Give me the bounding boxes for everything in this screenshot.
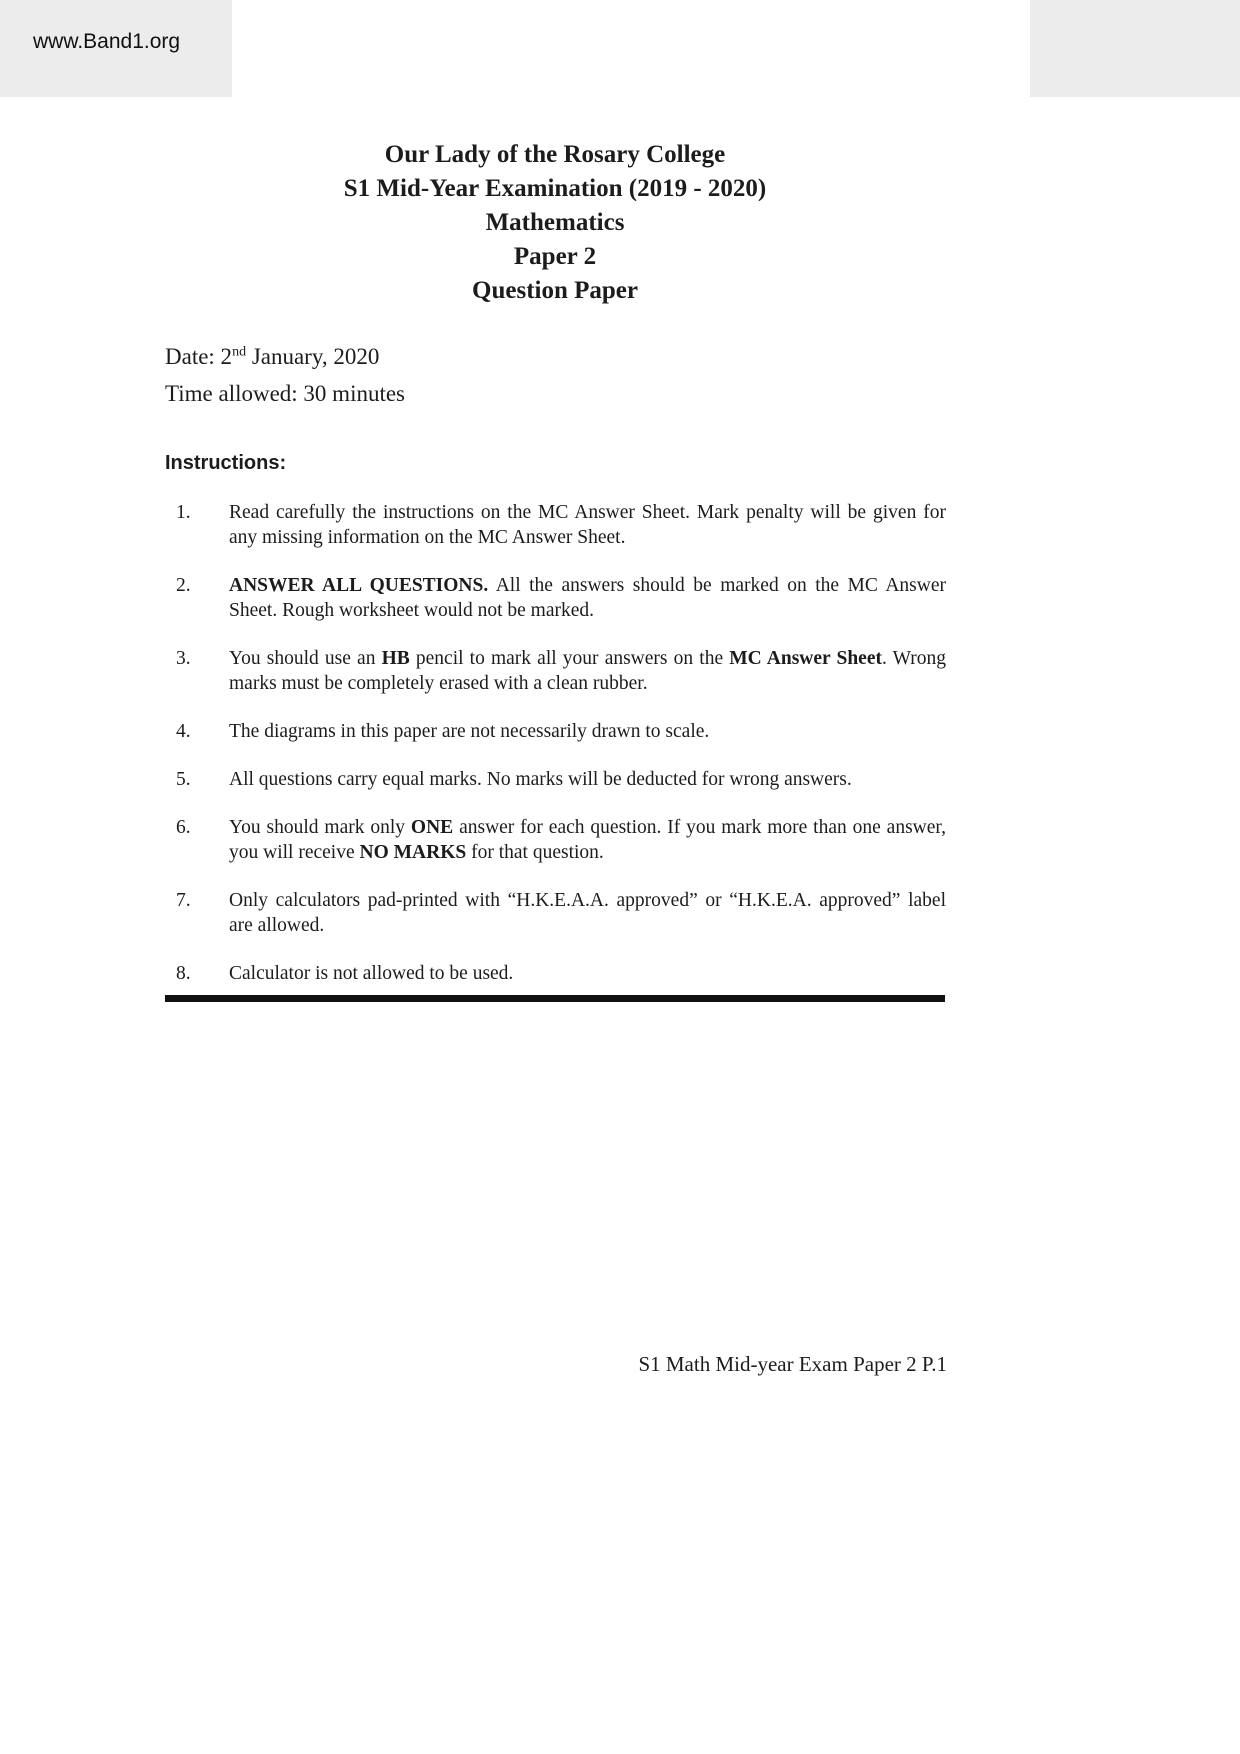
instruction-text: You should use an HB pencil to mark all your answers on the MC Answer Sheet. Wrong marks must be completely erased with a clean rubber. — [229, 648, 946, 694]
paper-number: Paper 2 — [513, 243, 597, 270]
instruction-number: 3. — [176, 648, 191, 669]
instruction-item — [176, 500, 946, 550]
time-allowed: Time allowed: 30 minutes — [165, 381, 406, 406]
paper-type: Question Paper — [472, 277, 638, 304]
instructions-list — [176, 500, 946, 1009]
page-footer: S1 Math Mid-year Exam Paper 2 P.1 — [638, 1352, 947, 1376]
instruction-number: 4. — [176, 721, 191, 742]
instruction-item — [176, 719, 946, 744]
watermark-text: www.Band1.org — [33, 30, 181, 53]
instruction-text: Read carefully the instructions on the MC Answer Sheet. Mark penalty will be given for any missing information on the MC Answer Sheet. — [229, 502, 946, 548]
subject-name: Mathematics — [485, 209, 625, 236]
instruction-number: 8. — [176, 963, 191, 984]
instruction-item — [176, 646, 946, 696]
exam-date: Date: 2nd January, 2020 — [165, 344, 380, 369]
exam-meta-block — [165, 338, 405, 412]
instruction-text: Calculator is not allowed to be used. — [229, 963, 514, 984]
instruction-item — [176, 888, 946, 938]
section-divider-rule — [165, 995, 945, 1002]
instruction-item — [176, 767, 946, 792]
scan-paper-edge — [232, 0, 1030, 97]
school-name: Our Lady of the Rosary College — [384, 141, 726, 168]
instruction-item — [176, 961, 946, 986]
instruction-number: 5. — [176, 769, 191, 790]
instructions-heading: Instructions: — [165, 452, 287, 474]
instruction-text: Only calculators pad-printed with “H.K.E.A.A. approved” or “H.K.E.A. approved” label are allowed. — [229, 890, 946, 936]
instruction-number: 7. — [176, 890, 191, 911]
instruction-text: You should mark only ONE answer for each question. If you mark more than one answer, you will receive NO MARKS for that question. — [229, 817, 946, 863]
exam-name: S1 Mid-Year Examination (2019 - 2020) — [343, 175, 767, 202]
date-ordinal-suffix: nd — [232, 344, 247, 360]
instruction-item — [176, 815, 946, 865]
instruction-number: 2. — [176, 575, 191, 596]
instruction-item — [176, 573, 946, 623]
instruction-text: The diagrams in this paper are not necessarily drawn to scale. — [229, 721, 710, 742]
instruction-number: 1. — [176, 502, 191, 523]
exam-title-block — [165, 138, 945, 308]
instruction-number: 6. — [176, 817, 191, 838]
scan-background-strip — [0, 0, 1240, 97]
instruction-text: ANSWER ALL QUESTIONS. All the answers should be marked on the MC Answer Sheet. Rough worksheet would not be marked. — [229, 575, 946, 621]
instruction-text: All questions carry equal marks. No marks will be deducted for wrong answers. — [229, 769, 852, 790]
